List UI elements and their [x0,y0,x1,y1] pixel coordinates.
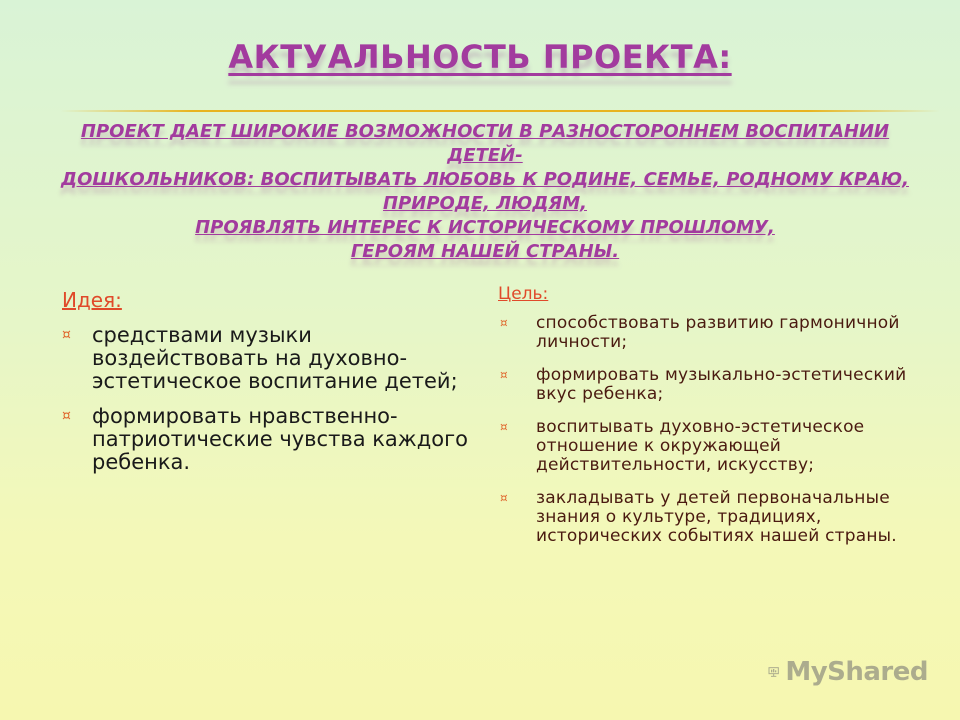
presentation-icon [768,657,779,687]
bullet-icon: ¤ [500,368,508,382]
idea-heading: Идея: [62,288,122,312]
list-item-text: средствами музыки воздействовать на духовно-эстетическое воспитание детей; [92,323,458,393]
bullet-icon: ¤ [500,420,508,434]
list-item [498,489,918,546]
bullet-icon: ¤ [500,491,508,505]
slide-title: АКТУАЛЬНОСТЬ ПРОЕКТА: [228,38,732,76]
list-item [498,366,918,404]
list-item [498,418,918,475]
idea-column [62,288,472,486]
list-item-text: способствовать развитию гармоничной личности; [536,313,900,352]
subtitle-line: ГЕРОЯМ НАШЕЙ СТРАНЫ. [350,241,620,262]
list-item-text: формировать нравственно-патриотические чувства каждого ребенка. [92,404,468,474]
list-item-text: формировать музыкально-эстетический вкус ребенка; [536,365,907,404]
goal-list [498,314,918,546]
watermark [768,656,928,688]
subtitle-line: ПРИРОДЕ, ЛЮДЯМ, [383,193,587,214]
subtitle-line: ПРОЯВЛЯТЬ ИНТЕРЕС К ИСТОРИЧЕСКОМУ ПРОШЛОМУ, [195,217,775,238]
divider [60,110,940,112]
bullet-icon: ¤ [500,316,508,330]
slide-subtitle [60,120,910,264]
goal-heading: Цель: [498,284,549,304]
subtitle-line: ДОШКОЛЬНИКОВ: ВОСПИТЫВАТЬ ЛЮБОВЬ К РОДИНЕ, СЕМЬЕ, РОДНОМУ КРАЮ, [61,169,909,190]
list-item [62,324,472,393]
list-item [498,314,918,352]
goal-column [498,284,918,560]
bullet-icon: ¤ [62,408,71,424]
list-item [62,405,472,474]
bullet-icon: ¤ [62,327,71,343]
list-item-text: закладывать у детей первоначальные знания о культуре, традициях, исторических событиях нашей страны. [536,488,897,546]
watermark-text: MyShared [785,657,928,687]
idea-list [62,324,472,474]
list-item-text: воспитывать духовно-эстетическое отношение к окружающей действительности, искусству; [536,417,865,475]
subtitle-line: ПРОЕКТ ДАЕТ ШИРОКИЕ ВОЗМОЖНОСТИ В РАЗНОСТОРОННЕМ ВОСПИТАНИИ ДЕТЕЙ- [80,121,890,166]
